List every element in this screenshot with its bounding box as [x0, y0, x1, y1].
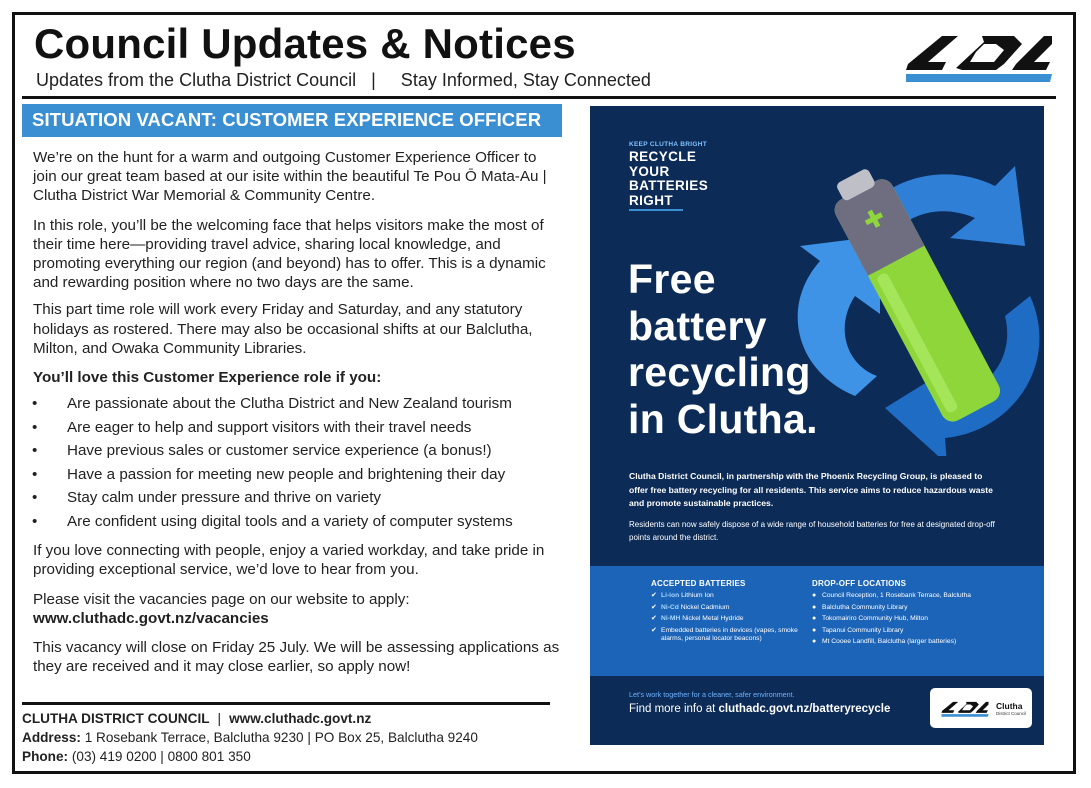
- map-pin-icon: ●: [812, 603, 817, 611]
- list-item: • Are eager to help and support visitors with their travel needs: [32, 418, 472, 436]
- requirements-list: [33, 392, 563, 533]
- hours-paragraph: This part time role will work every Friday and Saturday, and any statutory holidays as rostered. There may also be occasional shifts at our Balclutha, Milton, and Owaka Community Libraries.: [33, 301, 533, 357]
- dropoff-title: DROP-OFF LOCATIONS: [812, 579, 907, 588]
- apply-paragraph: [33, 590, 563, 628]
- list-item: ✔ Ni-MH Nickel Metal Hydride: [651, 615, 744, 622]
- poster-details: Residents can now safely dispose of a wide range of household batteries for free at designated drop-off points around the district.: [629, 520, 995, 542]
- poster-tagline: RECYCLE YOUR BATTERIES RIGHT: [629, 149, 709, 208]
- section-banner: SITUATION VACANT: CUSTOMER EXPERIENCE OFFICER: [22, 104, 562, 137]
- list-item: • Are confident using digital tools and a variety of computer systems: [32, 512, 513, 530]
- list-item: • Are passionate about the Clutha District and New Zealand tourism: [32, 395, 512, 413]
- map-pin-icon: ●: [812, 626, 817, 634]
- vacancy-body: [33, 148, 563, 686]
- dropoff-locations: [812, 579, 1037, 650]
- poster-info-band: [590, 566, 1044, 676]
- list-item: ✔ Ni-Cd Nickel Cadmium: [651, 603, 730, 611]
- cdc-logo: [904, 24, 1054, 86]
- page-subtitle: Updates from the Clutha District Council | Stay Informed, Stay Connected: [36, 70, 651, 90]
- list-item: ● Tapanui Community Library: [812, 626, 904, 634]
- tagline-underline: [629, 209, 683, 211]
- list-item: ● Council Reception, 1 Rosebank Terrace, Balclutha: [812, 592, 971, 599]
- footer-divider: [22, 702, 550, 705]
- address-label: Address:: [22, 730, 81, 745]
- battery-recycle-link[interactable]: cluthadc.govt.nz/batteryrecycle: [718, 703, 891, 715]
- battery-recycle-graphic: [785, 146, 1044, 456]
- poster-kicker: KEEP CLUTHA BRIGHT: [629, 141, 707, 148]
- phone-text: (03) 419 0200 | 0800 801 350: [71, 749, 251, 764]
- list-item: ● Balclutha Community Library: [812, 603, 908, 611]
- deadline-paragraph: This vacancy will close on Friday 25 July. We will be assessing applications as they are received and it may close earlier, so apply now!: [33, 639, 560, 676]
- footer-contact: CLUTHA DISTRICT COUNCIL | www.cluthadc.govt.nz Address: 1 Rosebank Terrace, Balclutha 9230 | PO Box 25, Balclutha 9240 Phone: (03) 419 0200 | 0800 801 350: [22, 711, 478, 764]
- battery-recycling-poster: [590, 106, 1044, 745]
- list-item: • Have previous sales or customer service experience (a bonus!): [32, 442, 492, 460]
- map-pin-icon: ●: [812, 638, 817, 645]
- header-divider: [22, 96, 1056, 99]
- check-icon: ✔: [651, 615, 657, 622]
- footer-org: CLUTHA DISTRICT COUNCIL: [22, 711, 210, 726]
- phone-label: Phone:: [22, 749, 69, 764]
- map-pin-icon: ●: [812, 592, 817, 599]
- list-item: • Have a passion for meeting new people and brightening their day: [32, 465, 506, 483]
- vacancies-link[interactable]: www.cluthadc.govt.nz/vacancies: [33, 609, 269, 627]
- role-paragraph: In this role, you’ll be the welcoming face that helps visitors make the most of their time here—providing travel advice, sharing local knowledge, and promoting everything our region (and beyond) has to offer. This is a dynamic and rewarding position where no two days are the same.: [33, 216, 546, 292]
- mini-logo-sub: District Council: [996, 711, 1027, 716]
- poster-note: Let’s work together for a cleaner, safer environment.: [629, 690, 795, 699]
- bullet-lead: You’ll love this Customer Experience role if you:: [33, 369, 382, 387]
- page-title: Council Updates & Notices: [34, 20, 576, 67]
- footer-site-link[interactable]: www.cluthadc.govt.nz: [229, 711, 372, 726]
- address-text: 1 Rosebank Terrace, Balclutha 9230 | PO Box 25, Balclutha 9240: [84, 730, 478, 745]
- cdc-logo-icon: [938, 698, 992, 718]
- check-icon: ✔: [651, 592, 657, 599]
- check-icon: ✔: [651, 626, 657, 634]
- poster-headline: Free battery recycling in Clutha.: [628, 256, 818, 442]
- list-item: ✔ Li-ion Lithium Ion: [651, 592, 714, 599]
- check-icon: ✔: [651, 603, 657, 611]
- poster-cta: Find more info at cluthadc.govt.nz/batteryrecycle: [629, 703, 891, 715]
- list-item: ✔ Embedded batteries in devices (vapes, smoke alarms, personal locator beacons): [651, 626, 798, 642]
- list-item: ● Mt Cooee Landfill, Balclutha (larger batteries): [812, 638, 957, 645]
- accepted-batteries: [651, 579, 811, 647]
- intro-paragraph: We’re on the hunt for a warm and outgoing Customer Experience Officer to join our great team based at our isite within the beautiful Te Pou Ō Mata-Au | Clutha District War Memorial & Community Centre.: [33, 149, 547, 205]
- poster-cdc-logo: [930, 688, 1032, 728]
- accepted-title: ACCEPTED BATTERIES: [651, 579, 746, 588]
- list-item: • Stay calm under pressure and thrive on variety: [32, 489, 382, 507]
- poster-intro: Clutha District Council, in partnership with the Phoenix Recycling Group, is pleased to offer free battery recycling for all residents. This service aims to reduce hazardous waste and promote sustainable practices.: [629, 471, 993, 508]
- list-item: ● Tokomairiro Community Hub, Milton: [812, 615, 928, 622]
- mini-logo-name: Clutha: [996, 701, 1023, 711]
- map-pin-icon: ●: [812, 615, 817, 622]
- closing-paragraph: If you love connecting with people, enjoy a varied workday, and take pride in providing exceptional service, we’d love to hear from you.: [33, 542, 545, 579]
- apply-text: Please visit the vacancies page on our website to apply:: [33, 590, 410, 608]
